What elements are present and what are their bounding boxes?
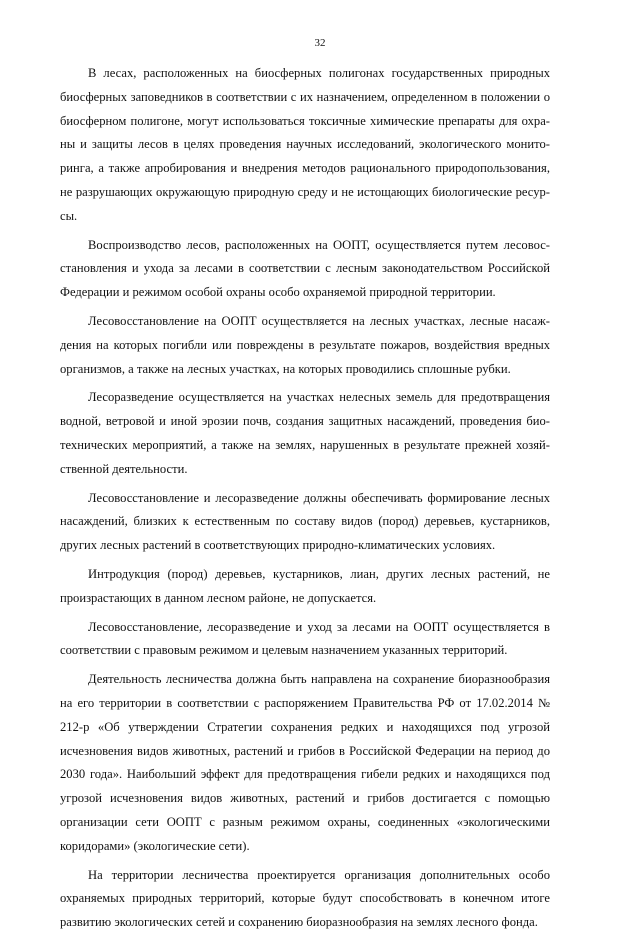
- document-body: [60, 62, 550, 935]
- paragraph: Лесовосстановление и лесоразведение должны обеспечивать формирование лесных насаждений, близких к естественным по составу видов (пород) деревьев, кустарников, других лесных растений в соответствующих природно-климатических условиях.: [60, 490, 550, 553]
- paragraph: Лесоразведение осуществляется на участках нелесных земель для предотвращения водной, ветровой и иной эрозии почв, создания защитных насаждений, проведения биотехнических мероприятий, а также на землях, нарушенных в результате прежней хозяйственной деятельности.: [60, 390, 550, 476]
- paragraph: В лесах, расположенных на биосферных полигонах государственных природных биосферных заповедников в соответствии с их назначением, определенном в положении о биосферном полигоне, могут использоваться токсичные химические препараты для охраны и защиты лесов в целях проведения научных исследований, экологического мониторинга, а также апробирования и внедрения методов рационального природопользования, не разрушающих окружающую природную среду и не истощающих биологические ресурсы.: [60, 66, 550, 223]
- page-number: 32: [314, 37, 326, 49]
- paragraph: Деятельность лесничества должна быть направлена на сохранение биоразнообразия на его территории в соответствии с распоряжением Правительства РФ от 17.02.2014 № 212-р «Об утверждении Стратегии сохранения редких и находящихся под угрозой исчезновения видов животных, растений и грибов в Российской Федерации на период до 2030 года». Наибольший эффект для предотвращения гибели редких и находящихся под угрозой исчезновения видов животных, растений и грибов достигается с помощью организации сети ООПТ с разным режимом охраны, соединенных «экологическими коридорами» (экологические сети).: [60, 672, 550, 853]
- paragraph: Воспроизводство лесов, расположенных на ООПТ, осуществляется путем лесовосстановления и ухода за лесами в соответствии с лесным законодательством Российской Федерации и режимом особой охраны особо охраняемой природной территории.: [60, 237, 550, 300]
- paragraph: Интродукция (пород) деревьев, кустарников, лиан, других лесных растений, не произрастающих в данном лесном районе, не допускается.: [60, 566, 550, 605]
- paragraph: Лесовосстановление, лесоразведение и уход за лесами на ООПТ осуществляется в соответствии с правовым режимом и целевым назначением указанных территорий.: [60, 619, 550, 658]
- paragraph: На территории лесничества проектируется организация дополнительных особо охраняемых природных территорий, которые будут способствовать в конечном итоге развитию экологических сетей и сохранению биоразнообразия на землях лесного фонда.: [60, 867, 550, 930]
- paragraph: Лесовосстановление на ООПТ осуществляется на лесных участках, лесные насаждения на которых погибли или повреждены в результате пожаров, воздействия вредных организмов, а также на лесных участках, на которых проводились сплошные рубки.: [60, 313, 550, 376]
